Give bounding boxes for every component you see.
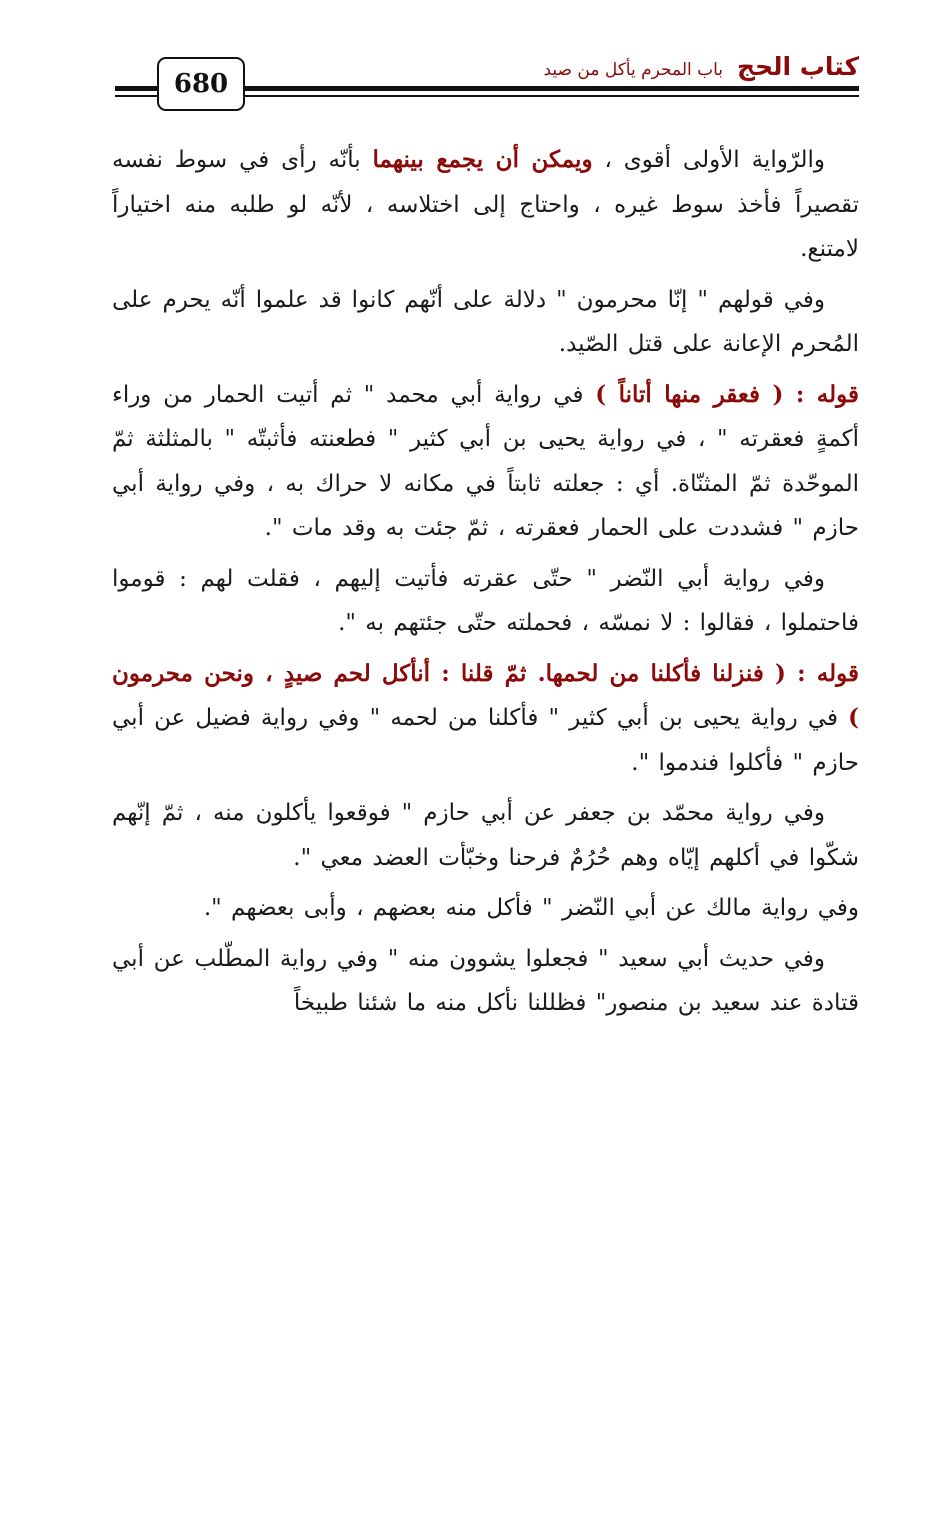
body-text: والرّواية الأولى أقوى ،: [592, 147, 826, 173]
page-number: 680: [173, 69, 229, 99]
paragraph: [112, 557, 859, 646]
chapter-title: باب المحرم يأكل من صيد: [543, 60, 724, 80]
page-body-text: [112, 138, 859, 1032]
paragraph: [112, 278, 859, 367]
body-text: في رواية أبي محمد " ثم أتيت الحمار من وراء أكمةٍ فعقرته " ، في رواية يحيى بن أبي كثير " فطعنته فأثبتّه " بالمثلثة ثمّ الموحّدة ثمّ المثنّاة. أي : جعلته ثابتاً في مكانه لا حراك به ، وفي رواية أبي حازم " فشددت على الحمار فعقرته ، ثمّ جئت به وقد مات ".: [112, 381, 859, 541]
highlighted-text: قوله : ( فعقر منها أتاناً ): [595, 380, 859, 408]
paragraph: [112, 791, 859, 880]
highlighted-text: قوله : ( فنزلنا فأكلنا من لحمها. ثمّ قلنا : أنأكل لحم صيدٍ ، ونحن محرمون ): [112, 659, 859, 731]
body-text: بأنّه رأى في سوط نفسه تقصيراً فأخذ سوط غيره ، واحتاج إلى اختلاسه ، لأنّه لو طلبه منه اختياراً لامتنع.: [112, 147, 859, 262]
highlighted-text: ويمكن أن يجمع بينهما: [372, 146, 593, 173]
body-text: في رواية يحيى بن أبي كثير " فأكلنا من لحمه " وفي رواية فضيل عن أبي حازم " فأكلوا فندموا ".: [112, 705, 859, 776]
body-text: وفي رواية مالك عن أبي النّضر " فأكل منه بعضهم ، وأبى بعضهم ".: [203, 895, 859, 921]
body-text: وفي قولهم " إنّا محرمون " دلالة على أنّهم كانوا قد علموا أنّه يحرم على المُحرم الإعانة على قتل الصّيد.: [112, 286, 859, 357]
paragraph: [112, 138, 859, 272]
page-number-box: [157, 57, 245, 111]
body-text: وفي حديث أبي سعيد " فجعلوا يشوون منه " وفي رواية المطّلب عن أبي قتادة عند سعيد بن منصور" فظللنا نأكل منه ما شئنا طبيخاً: [112, 945, 859, 1016]
running-title: [543, 52, 859, 81]
paragraph: [112, 937, 859, 1026]
page-header: [0, 0, 945, 130]
paragraph: [112, 652, 859, 786]
body-text: وفي رواية محمّد بن جعفر عن أبي حازم " فوقعوا يأكلون منه ، ثمّ إنّهم شكّوا في أكلهم إيّاه وهم حُرُمٌ فرحنا وخبّأت العضد معي ".: [112, 800, 859, 871]
paragraph: [112, 373, 859, 551]
body-text: وفي رواية أبي النّضر " حتّى عقرته فأتيت إليهم ، فقلت لهم : قوموا فاحتملوا ، فقالوا : لا نمسّه ، فحملته حتّى جئتهم به ".: [112, 565, 859, 636]
paragraph: [112, 886, 859, 931]
book-title: كتاب الحج: [737, 52, 859, 81]
